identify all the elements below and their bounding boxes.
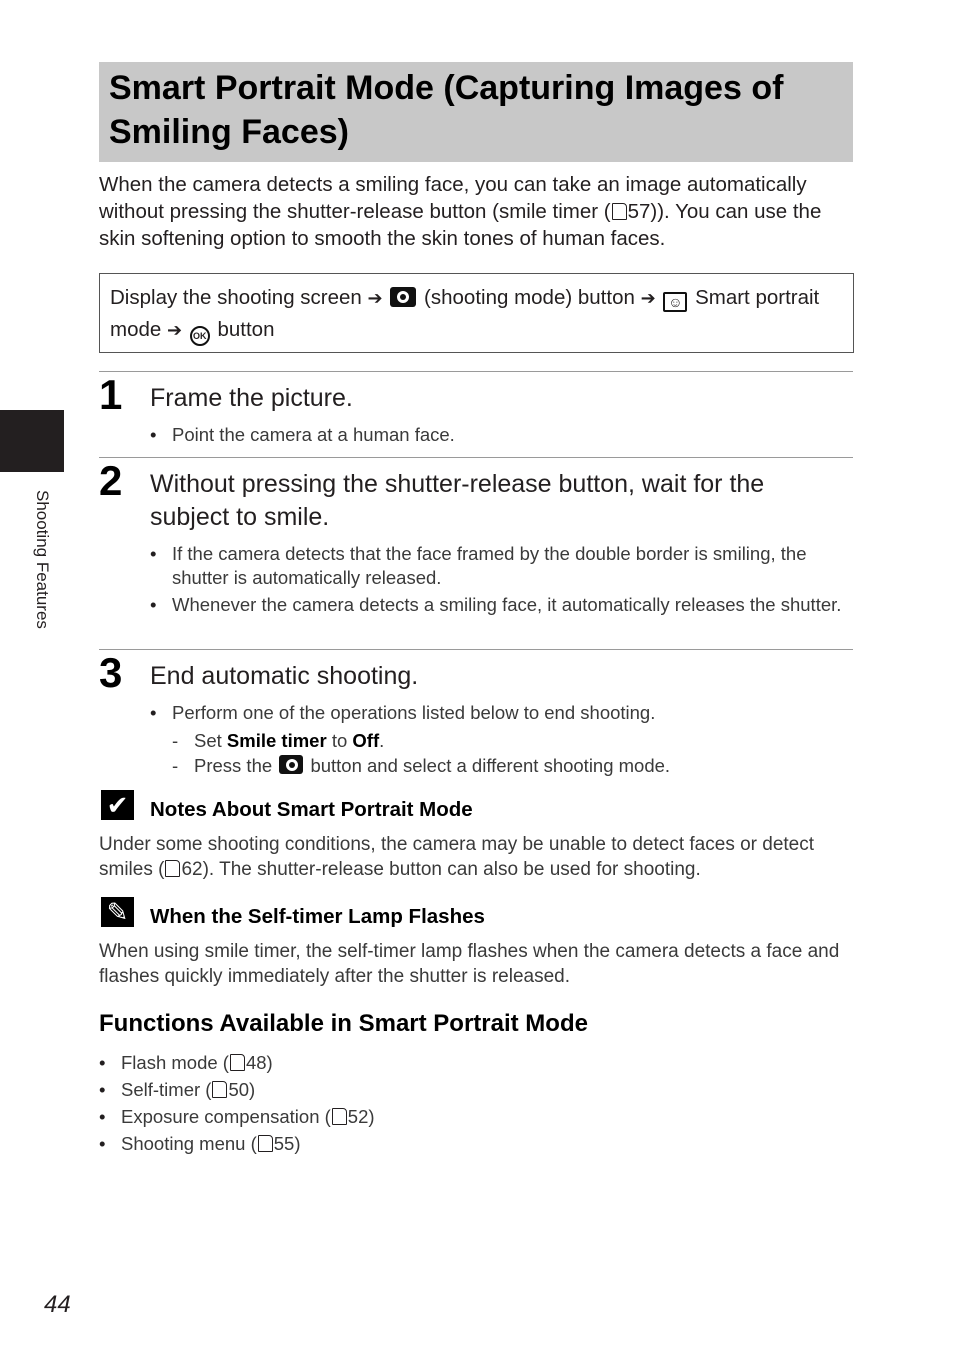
page-reference-icon xyxy=(230,1054,245,1071)
page-reference-icon xyxy=(258,1135,273,1152)
divider xyxy=(99,457,853,458)
list-item: • Point the camera at a human face. xyxy=(150,423,850,447)
divider xyxy=(99,649,853,650)
step-bullets xyxy=(150,701,850,778)
list-item: • Flash mode ( 48) xyxy=(99,1051,375,1075)
arrow-right-icon: ➔ xyxy=(640,288,656,308)
list-item: • Whenever the camera detects a smiling face, it automatically releases the shutter. xyxy=(150,593,850,617)
step-number: 3 xyxy=(99,649,123,696)
camera-icon xyxy=(390,287,416,307)
chapter-tab xyxy=(0,410,64,472)
checkmark-icon: ✔ xyxy=(101,790,134,820)
note-body: Under some shooting conditions, the camera may be unable to detect faces or detect smiles ( 62). The shutter-release button can also be used for shooting. xyxy=(99,834,815,880)
pencil-icon: ✎ xyxy=(101,897,134,927)
divider xyxy=(99,371,853,372)
sub-item: - Set Smile timer to Off. xyxy=(172,730,385,751)
arrow-right-icon: ➔ xyxy=(367,288,383,308)
page-reference-icon xyxy=(332,1108,347,1125)
list-item: • If the camera detects that the face framed by the double border is smiling, the shutter is automatically released. xyxy=(150,542,850,590)
list-item: • Exposure compensation ( 52) xyxy=(99,1105,375,1129)
functions-heading: Functions Available in Smart Portrait Mode xyxy=(99,1010,588,1037)
step-bullets xyxy=(150,423,850,450)
step-number: 1 xyxy=(99,371,123,418)
page-number: 44 xyxy=(44,1291,71,1318)
step-heading: End automatic shooting. xyxy=(150,662,419,690)
note-heading: Notes About Smart Portrait Mode xyxy=(150,798,473,821)
page-reference-icon xyxy=(212,1081,227,1098)
off-setting: Off xyxy=(352,730,380,751)
step-heading: Without pressing the shutter-release button, wait for the subject to smile. xyxy=(150,470,765,531)
smile-timer-setting: Smile timer xyxy=(226,730,327,751)
title-banner xyxy=(99,62,853,162)
functions-list xyxy=(99,1051,375,1159)
page-reference-icon xyxy=(612,203,627,220)
step-heading: Frame the picture. xyxy=(150,384,353,412)
list-item: • Self-timer ( 50) xyxy=(99,1078,375,1102)
page-reference-icon xyxy=(165,860,180,877)
arrow-right-icon: ➔ xyxy=(166,320,183,340)
navigation-path-box: Display the shooting screen ➔ (shooting mode) button ➔ ☺ Smart portrait mode ➔ OK button xyxy=(99,273,854,353)
smile-face-icon: ☺ xyxy=(663,292,687,312)
step-bullets xyxy=(150,542,850,620)
note-body: When using smile timer, the self-timer lamp flashes when the camera detects a face and flashes quickly immediately after the shutter is released. xyxy=(99,941,840,987)
chapter-label: Shooting Features xyxy=(33,490,52,629)
intro-paragraph: When the camera detects a smiling face, you can take an image automatically without pressing the shutter-release button (smile timer ( 57)). You can use the skin softening option to smooth the skin tones of human faces. xyxy=(99,173,822,250)
list-item: • Shooting menu ( 55) xyxy=(99,1132,375,1156)
list-item: • Perform one of the operations listed below to end shooting. xyxy=(150,701,850,725)
sub-item: - Press the button and select a different shooting mode. xyxy=(172,755,671,776)
page-title: Smart Portrait Mode (Capturing Images of Smiling Faces) xyxy=(109,69,784,151)
note-heading: When the Self-timer Lamp Flashes xyxy=(150,905,485,928)
camera-icon xyxy=(279,755,303,774)
ok-button-icon: OK xyxy=(190,326,210,346)
step-number: 2 xyxy=(99,457,123,504)
